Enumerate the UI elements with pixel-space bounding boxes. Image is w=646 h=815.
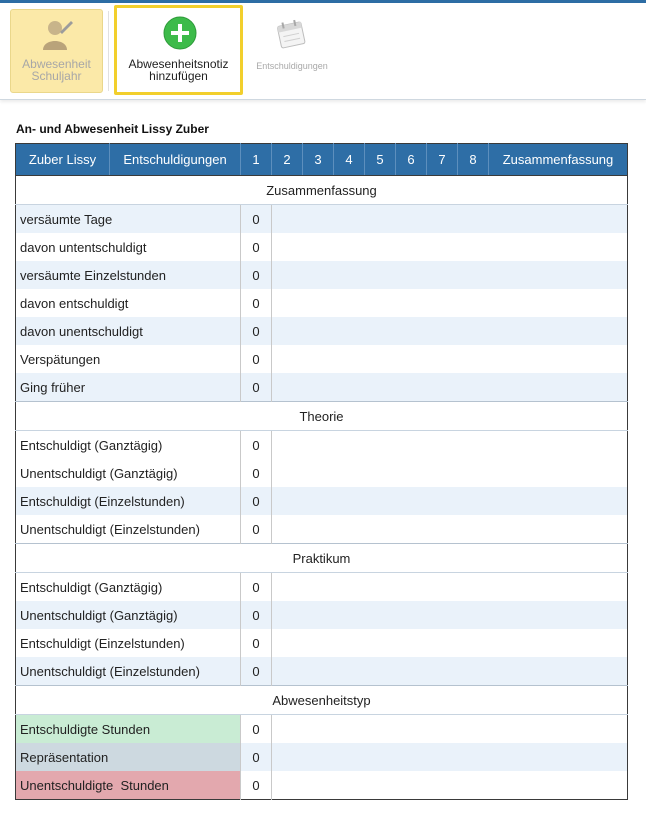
row-filler: [272, 261, 628, 289]
table-row: [16, 715, 628, 744]
add-absence-note-button[interactable]: [114, 5, 243, 95]
toolbar: [0, 3, 646, 100]
row-filler: [272, 601, 628, 629]
section-row-practical: [16, 544, 628, 573]
row-label: Unentschuldigt (Einzelstunden): [16, 515, 241, 544]
row-label: davon entschuldigt: [16, 289, 241, 317]
header-period-5[interactable]: 5: [365, 144, 396, 176]
table-row: [16, 601, 628, 629]
table-header-row: [16, 144, 628, 176]
row-value: 0: [241, 573, 272, 602]
table-row: [16, 261, 628, 289]
header-period-3[interactable]: 3: [303, 144, 334, 176]
btn1-label-line2: Schuljahr: [31, 69, 82, 83]
row-label: versäumte Tage: [16, 205, 241, 234]
row-value: 0: [241, 771, 272, 800]
row-value: 0: [241, 743, 272, 771]
header-name[interactable]: Zuber Lissy: [16, 144, 110, 176]
page-title: An- und Abwesenheit Lissy Zuber: [16, 122, 209, 136]
row-value: 0: [241, 289, 272, 317]
row-filler: [272, 657, 628, 686]
header-period-6[interactable]: 6: [396, 144, 427, 176]
table-row: [16, 431, 628, 460]
table-row: [16, 515, 628, 544]
table-row: [16, 289, 628, 317]
table-row: [16, 629, 628, 657]
row-label: Unentschuldigt (Ganztägig): [16, 601, 241, 629]
table-row: [16, 573, 628, 602]
row-label-unexcused: Unentschuldigte Stunden: [16, 771, 241, 800]
row-label-excused: Entschuldigte Stunden: [16, 715, 241, 744]
table-row: [16, 205, 628, 234]
row-label: Unentschuldigt (Einzelstunden): [16, 657, 241, 686]
table-row: [16, 345, 628, 373]
table-row: [16, 487, 628, 515]
header-period-1[interactable]: 1: [241, 144, 272, 176]
row-filler: [272, 431, 628, 460]
row-filler: [272, 573, 628, 602]
row-label: Entschuldigt (Einzelstunden): [16, 487, 241, 515]
header-period-4[interactable]: 4: [334, 144, 365, 176]
row-value: 0: [241, 317, 272, 345]
row-value: 0: [241, 345, 272, 373]
attendance-table: [15, 143, 628, 800]
table-row: [16, 657, 628, 686]
row-value: 0: [241, 233, 272, 261]
table-row: [16, 743, 628, 771]
row-label-representation: Repräsentation: [16, 743, 241, 771]
excuses-button[interactable]: [250, 13, 334, 83]
calendar-icon: [274, 17, 308, 51]
row-filler: [272, 345, 628, 373]
btn2-label-line2: hinzufügen: [149, 69, 208, 83]
row-value: 0: [241, 715, 272, 744]
header-excuses[interactable]: Entschuldigungen: [110, 144, 241, 176]
section-title-absence-type: Abwesenheitstyp: [16, 686, 628, 715]
row-value: 0: [241, 431, 272, 460]
row-filler: [272, 771, 628, 800]
row-filler: [272, 233, 628, 261]
row-filler: [272, 459, 628, 487]
row-filler: [272, 289, 628, 317]
row-label: Entschuldigt (Ganztägig): [16, 573, 241, 602]
table-row: [16, 771, 628, 800]
row-value: 0: [241, 459, 272, 487]
row-filler: [272, 317, 628, 345]
btn1-label-line1: Abwesenheit: [22, 57, 91, 71]
row-value: 0: [241, 205, 272, 234]
row-filler: [272, 487, 628, 515]
row-value: 0: [241, 373, 272, 402]
table-row: [16, 317, 628, 345]
section-title-practical: Praktikum: [16, 544, 628, 573]
row-label: davon untentschuldigt: [16, 233, 241, 261]
toolbar-separator: [108, 11, 109, 91]
header-period-8[interactable]: 8: [458, 144, 489, 176]
row-label: Ging früher: [16, 373, 241, 402]
section-row-summary: [16, 176, 628, 205]
row-filler: [272, 205, 628, 234]
row-filler: [272, 743, 628, 771]
row-filler: [272, 629, 628, 657]
row-value: 0: [241, 261, 272, 289]
section-row-theory: [16, 402, 628, 431]
table-row: [16, 459, 628, 487]
header-summary[interactable]: Zusammenfassung: [489, 144, 628, 176]
table-row: [16, 373, 628, 402]
row-label: Verspätungen: [16, 345, 241, 373]
header-period-7[interactable]: 7: [427, 144, 458, 176]
table-row: [16, 233, 628, 261]
absence-school-year-button[interactable]: [10, 9, 103, 93]
row-value: 0: [241, 657, 272, 686]
row-value: 0: [241, 601, 272, 629]
row-label: davon unentschuldigt: [16, 317, 241, 345]
header-period-2[interactable]: 2: [272, 144, 303, 176]
section-title-summary: Zusammenfassung: [16, 176, 628, 205]
row-filler: [272, 715, 628, 744]
btn2-label-line1: Abwesenheitsnotiz: [128, 57, 229, 71]
table-body: [16, 176, 628, 800]
plus-circle-icon: [163, 16, 197, 50]
section-row-absence-type: [16, 686, 628, 715]
section-title-theory: Theorie: [16, 402, 628, 431]
row-filler: [272, 373, 628, 402]
row-label: versäumte Einzelstunden: [16, 261, 241, 289]
row-label: Unentschuldigt (Ganztägig): [16, 459, 241, 487]
btn3-label: Entschuldigungen: [256, 61, 328, 71]
row-filler: [272, 515, 628, 544]
row-value: 0: [241, 629, 272, 657]
user-icon: [40, 18, 74, 52]
row-value: 0: [241, 515, 272, 544]
row-label: Entschuldigt (Ganztägig): [16, 431, 241, 460]
row-label: Entschuldigt (Einzelstunden): [16, 629, 241, 657]
row-value: 0: [241, 487, 272, 515]
